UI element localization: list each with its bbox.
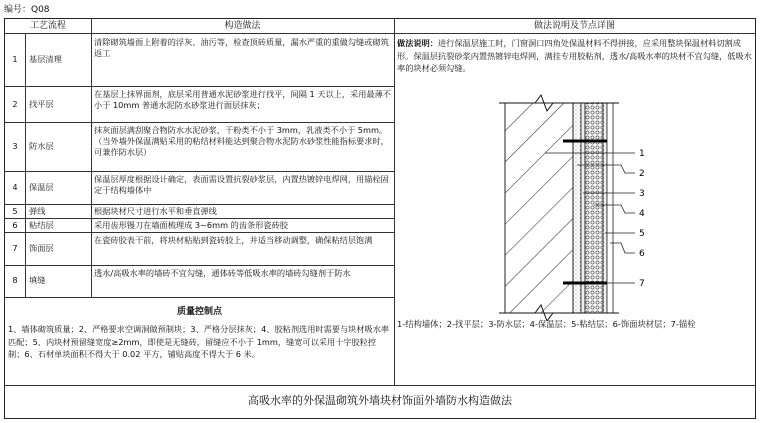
- legend-text: 1-结构墙体；2-找平层；3-防水层；4-保温层；5-粘结层；6-饰面块材层；7-锚栓: [397, 319, 696, 329]
- row-line: [5, 204, 394, 205]
- step-method: 保温层厚度根据设计确定，表面需设置抗裂砂浆层，内置热镀锌电焊网，用锚栓固定于结构墙体中: [94, 174, 389, 195]
- grid-line: [25, 33, 26, 297]
- callout-label: 3: [639, 189, 645, 199]
- step-method: 根据块材尺寸进行水平和垂直弹线: [94, 206, 217, 216]
- step-name: 基层清理: [29, 54, 62, 64]
- detail-note-text: 进行保温层施工时，门窗洞口四角处保温材料不得拼接，应采用整块保温材料切割成形。保温层抗裂砂浆内置热镀锌电焊网，满挂专用胶粘剂，透水/高吸水率的块材不宜勾缝，低吸水率的块材必须勾缝。: [397, 38, 752, 73]
- header-detail: 做法说明及节点详图: [533, 21, 615, 31]
- finish-tile-layer: [607, 103, 613, 313]
- quality-title: 质量控制点: [176, 307, 222, 317]
- wall-section-drawing: [395, 85, 755, 321]
- step-method: 采用齿形镘刀在墙面梳理成 3~6mm 的齿条形瓷砖胶: [94, 220, 288, 230]
- detail-note-label: 做法说明：: [397, 38, 438, 48]
- row-line: [5, 171, 394, 172]
- step-number: 6: [12, 220, 18, 230]
- grid-line: [5, 33, 755, 34]
- construction-sheet: [4, 18, 756, 419]
- step-name: 填缝: [29, 275, 46, 285]
- step-name: 粘结层: [29, 220, 54, 230]
- row-line: [5, 218, 394, 219]
- step-method: 在基层上抹界面剂，底层采用普通水泥砂浆进行找平，间隔 1 天以上，采用最薄不小于 10mm 普通水泥防水砂浆进行面层抹灰；: [94, 89, 391, 110]
- step-name: 弹线: [29, 206, 46, 216]
- step-number: 2: [12, 99, 18, 109]
- callout-label: 5: [639, 229, 645, 239]
- grid-line: [5, 297, 394, 298]
- footer-title: 高吸水率的外保温砌筑外墙块材饰面外墙防水构造做法: [248, 394, 512, 407]
- callout-label: 7: [639, 279, 645, 289]
- drawing-code: 编号：Q08: [4, 5, 50, 15]
- step-number: 4: [12, 182, 18, 192]
- header-method: 构造做法: [224, 21, 261, 31]
- callout-label: 2: [639, 169, 645, 179]
- step-name: 防水层: [29, 141, 54, 151]
- step-number: 7: [12, 243, 18, 253]
- step-number: 1: [12, 54, 18, 64]
- step-method: 抹灰面层满刮聚合物防水水泥砂浆，干粉类不小于 3mm，乳液类不小于 5mm。（当外墙外保温满贴采用的粘结材料能达到聚合物水泥防水砂浆性能指标要求时，可兼作防水层）: [94, 125, 389, 157]
- step-number: 5: [12, 206, 18, 216]
- callout-label: 6: [639, 249, 645, 259]
- callout-label: 4: [639, 209, 645, 219]
- header-process: 工艺流程: [29, 21, 66, 31]
- quality-text: 1、墙体砌筑质量；2、严格要求空调洞做预制块；3、严格分层抹灰；4、胶粘剂选用时需要与块材吸水率匹配；5、内块材预留缝宽度≥2mm，即使是无缝砖，留缝应不小于 1mm，缝宽可以采用十字胶粒控制；6、石材单块面积不得大于 0.02 平方，铺贴高度不得大于 6 米。: [8, 324, 390, 359]
- grid-line: [91, 19, 92, 297]
- step-number: 8: [12, 275, 18, 285]
- callout-label: 1: [639, 149, 645, 159]
- grid-line: [5, 385, 755, 386]
- step-method: 透水/高吸水率的墙砖不宜勾缝，通体砖等低吸水率的墙砖勾缝剂于防水: [94, 268, 351, 278]
- step-method: 清除砌筑墙面上附着的浮灰、油污等，检查顶砖质量，漏水严重的重做勾缝或砌筑返工: [94, 37, 389, 58]
- row-line: [5, 122, 394, 123]
- step-name: 找平层: [29, 99, 54, 109]
- step-number: 3: [12, 141, 18, 151]
- step-name: 饰面层: [29, 243, 54, 253]
- structural-wall: [505, 103, 573, 313]
- row-line: [5, 232, 394, 233]
- step-name: 保温层: [29, 182, 54, 192]
- row-line: [5, 86, 394, 87]
- row-line: [5, 265, 394, 266]
- detail-note: [397, 37, 753, 87]
- step-method: 在瓷砖胶表干前，将块材粘贴到瓷砖胶上，并适当移动调整，确保粘结层饱满: [94, 235, 373, 245]
